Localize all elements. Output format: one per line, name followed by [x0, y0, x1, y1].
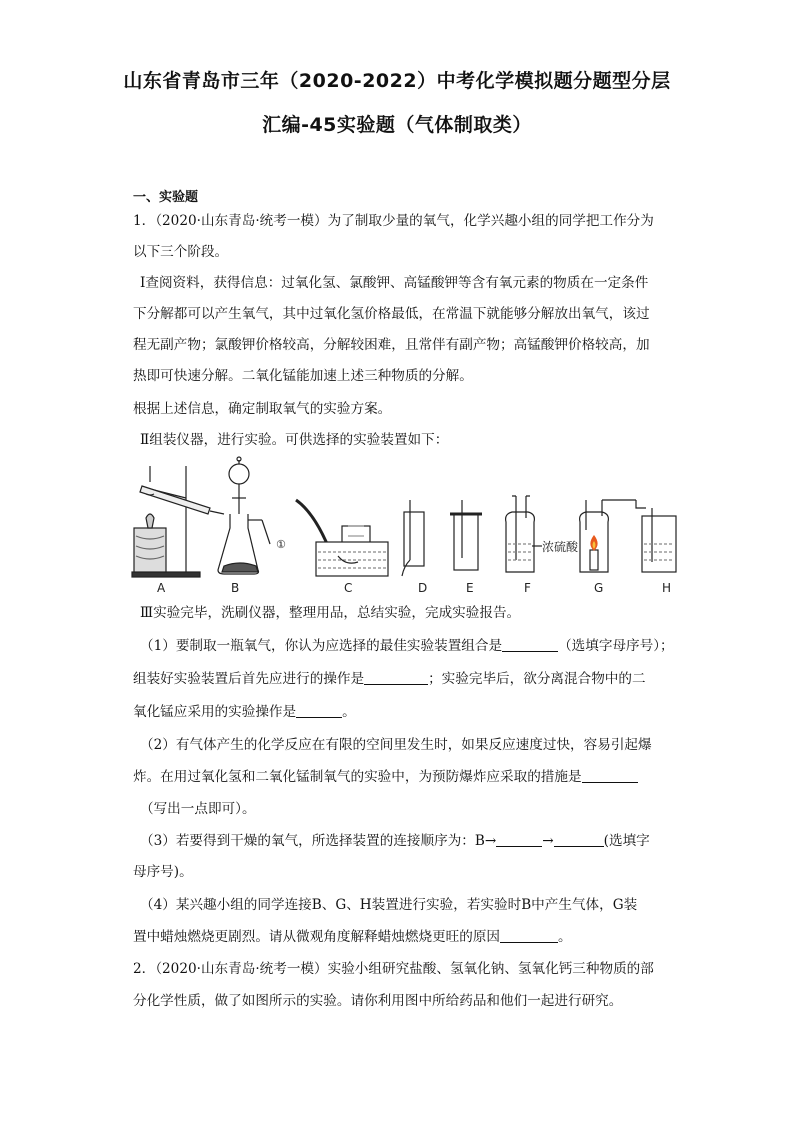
answer-blank-3[interactable]	[296, 704, 342, 718]
q1-part4-line-2	[133, 928, 572, 946]
document-title-line-2: 汇编-45实验题（气体制取类）	[262, 114, 532, 136]
answer-blank-1[interactable]	[502, 638, 558, 652]
apparatus-g	[580, 500, 636, 572]
q1-part4-text-b: 置中蜡烛燃烧更剧烈。请从微观角度解释蜡烛燃烧更旺的原因	[133, 929, 501, 945]
q1-part3-text-a: （3）若要得到干燥的氧气，所选择装置的连接顺序为：B→	[140, 833, 497, 849]
label-b: B	[231, 581, 240, 595]
q1-part1-line-3	[133, 703, 356, 721]
q1-part1-line-1	[140, 637, 674, 655]
q1-part4-line-1: （4）某兴趣小组的同学连接B、G、H装置进行实验，若实验时B中产生气体，G装	[140, 897, 638, 913]
q2-line-2: 分化学性质，做了如图所示的实验。请你利用图中所给药品和他们一起进行研究。	[133, 993, 623, 1009]
label-e: E	[466, 581, 474, 595]
q1-stage2-text: Ⅱ组装仪器，进行实验。可供选择的实验装置如下：	[140, 432, 449, 448]
q1-intro-line-1: 1．（2020·山东青岛·统考一模）为了制取少量的氧气，化学兴趣小组的同学把工作分为	[133, 213, 654, 229]
label-d: D	[418, 581, 428, 595]
q1-part2-line-1: （2）有气体产生的化学反应在有限的空间里发生时，如果反应速度过快，容易引起爆	[140, 737, 652, 753]
q1-part1-text-b-end: ；实验完毕后，欲分离混合物中的二	[428, 671, 646, 687]
q1-part3-line-1	[140, 832, 650, 850]
label-g: G	[594, 581, 604, 595]
document-title-line-1: 山东省青岛市三年（2020-2022）中考化学模拟题分题型分层	[123, 70, 671, 92]
answer-blank-6[interactable]	[554, 833, 604, 847]
section-heading: 一、实验题	[133, 190, 199, 205]
apparatus-d	[402, 500, 424, 576]
q1-part2-text-b: 炸。在用过氧化氢和二氧化锰制氧气的实验中，为预防爆炸应采取的措施是	[133, 769, 582, 785]
label-a: A	[157, 581, 166, 595]
apparatus-a	[132, 466, 224, 577]
q1-part3-text-a-end: (选填字	[603, 833, 650, 849]
apparatus-b-marker: ①	[276, 538, 286, 551]
label-c: C	[344, 581, 353, 595]
label-h: H	[662, 581, 672, 595]
apparatus-c	[296, 500, 388, 576]
q1-part4-text-b-end: 。	[558, 929, 572, 945]
q1-plan-text: 根据上述信息，确定制取氧气的实验方案。	[133, 401, 392, 417]
answer-blank-5[interactable]	[496, 833, 542, 847]
q1-stage1-line-4: 热即可快速分解。二氧化锰能加速上述三种物质的分解。	[133, 368, 473, 384]
q1-part1-text-c: 氧化锰应采用的实验操作是	[133, 704, 297, 720]
answer-blank-4[interactable]	[582, 769, 638, 783]
q1-part2-line-3: （写出一点即可）。	[140, 801, 256, 817]
q1-part1-text-a: （1）要制取一瓶氧气，你认为应选择的最佳实验装置组合是	[140, 638, 503, 654]
q1-part1-text-c-end: 。	[342, 704, 356, 720]
q1-part1-line-2	[133, 670, 646, 688]
q1-stage1-line-1: Ⅰ查阅资料，获得信息：过氧化氢、氯酸钾、高锰酸钾等含有氧元素的物质在一定条件	[140, 275, 649, 291]
answer-blank-2[interactable]	[364, 671, 428, 685]
q1-part3-line-2: 母序号)。	[133, 864, 193, 880]
q1-stage1-line-3: 程无副产物；氯酸钾价格较高，分解较困难，且常伴有副产物；高锰酸钾价格较高，加	[133, 337, 650, 353]
apparatus-e	[450, 500, 482, 570]
q1-part1-text-a-end: （选填字母序号）；	[558, 638, 674, 654]
answer-blank-7[interactable]	[500, 929, 558, 943]
label-f: F	[524, 581, 531, 595]
q1-stage3-text: Ⅲ实验完毕，洗刷仪器，整理用品，总结实验，完成实验报告。	[140, 605, 521, 621]
apparatus-h	[636, 500, 676, 572]
q1-intro-line-2: 以下三个阶段。	[133, 244, 229, 260]
q2-line-1: 2．（2020·山东青岛·统考一模）实验小组研究盐酸、氢氧化钠、氢氧化钙三种物质的部	[133, 961, 654, 977]
q1-part1-text-b: 组装好实验装置后首先应进行的操作是	[133, 671, 365, 687]
q1-part3-arrow: →	[542, 833, 554, 849]
apparatus-f	[506, 496, 579, 572]
q1-stage1-line-2: 下分解都可以产生氧气，其中过氧化氢价格最低，在常温下就能够分解放出氧气，该过	[133, 306, 650, 322]
apparatus-figure	[128, 456, 688, 602]
apparatus-b	[218, 457, 286, 574]
acid-label: 浓硫酸	[542, 540, 579, 554]
q1-part2-line-2	[133, 768, 638, 786]
